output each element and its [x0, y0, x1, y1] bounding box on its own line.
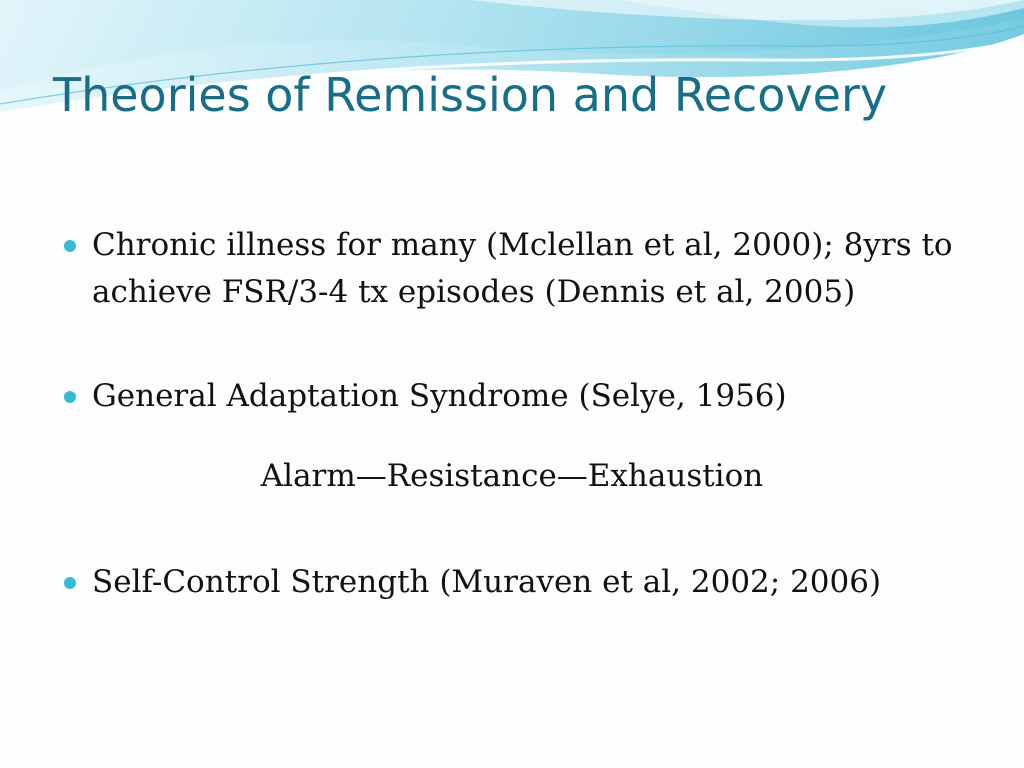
bullet-text: General Adaptation Syndrome (Selye, 1956): [92, 378, 787, 414]
slide-title: Theories of Remission and Recovery: [53, 68, 888, 122]
bullet-item-chronic-illness: [62, 222, 982, 316]
bullet-dot-icon: [64, 577, 76, 589]
bullet-dot-icon: [64, 240, 76, 252]
bullet-item-self-control: [62, 559, 982, 606]
bullet-text: Self-Control Strength (Muraven et al, 2002; 2006): [92, 564, 882, 600]
bullet-list: [62, 222, 982, 606]
centered-stage-line: Alarm—Resistance—Exhaustion: [260, 458, 764, 494]
bullet-text: Chronic illness for many (Mclellan et al, 2000); 8yrs to achieve FSR/3-4 tx episodes (Dennis et al, 2005): [92, 227, 953, 310]
bullet-item-general-adaptation: [62, 373, 982, 420]
bullet-dot-icon: [64, 391, 76, 403]
